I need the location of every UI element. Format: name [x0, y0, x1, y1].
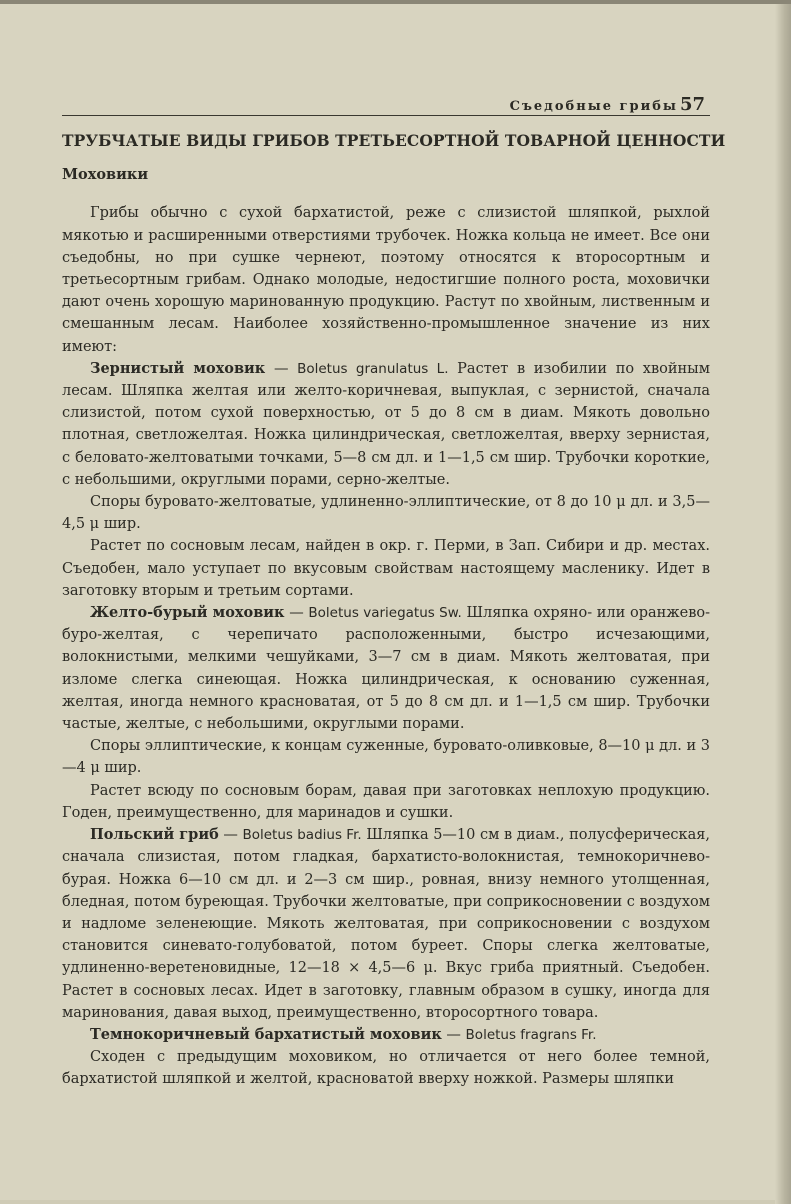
subtitle: Моховики [62, 166, 149, 184]
species-latin: Boletus granulatus L. [297, 360, 449, 377]
species-paragraph: Темнокоричневый бархатистый моховик — Boletus fragrans Fr. [90, 1025, 597, 1043]
habitat-paragraph: Растет всюду по сосновым борам, давая при заготовках неплохую продукцию. Годен, преимущественно, для маринадов и сушки. [62, 782, 710, 821]
species-paragraph: Зернистый моховик — Boletus granulatus L. Растет в изобилии по хвойным лесам. Шляпка желтая или желто-коричневая, выпуклая, с зернистой, сначала слизистой, потом сухой поверхностью, от 5 до 8 см в диам. Мякоть довольно плотная, светложелтая. Ножка цилиндрическая, светложелтая, вверху зернистая, с беловато-желтоватыми точками, 5—8 см дл. и 1—1,5 см шир. Трубочки короткие, с небольшими, округлыми порами, серно-желтые. [62, 359, 710, 488]
species-description: Шляпка 5—10 см в диам., полусферическая, сначала слизистая, потом гладкая, бархатисто-волокнистая, темнокоричнево-бурая. Ножка 6—10 см дл. и 2—3 см шир., ровная, внизу немного утолщенная, бледная, потом буреющая. Трубочки желтоватые, при соприкосновении с воздухом и надломе зеленеющие. Мякоть желтоватая, при соприкосновении с воздухом становится синевато-голубоватой, потом буреет. Споры слегка желтоватые, удлиненно-веретеновидные, 12—18 × 4,5—6 μ. Вкус гриба приятный. Съедобен. Растет в сосновых лесах. Идет в заготовку, главным образом в сушку, иногда для маринования, давая выход, преимущественно, второсортного товара. [62, 827, 711, 1021]
species-description-paragraph: Сходен с предыдущим моховиком, но отличается от него более темной, бархатистой шляпкой и желтой, красноватой вверху ножкой. Размеры шляпки [62, 1049, 710, 1088]
species-paragraph: Польский гриб — Boletus badius Fr. Шляпка 5—10 см в диам., полусферическая, сначала слизистая, потом гладкая, бархатисто-волокнистая, темнокоричнево-бурая. Ножка 6—10 см дл. и 2—3 см шир., ровная, внизу немного утолщенная, бледная, потом буреющая. Трубочки желтоватые, при соприкосновении с воздухом и надломе зеленеющие. Мякоть желтоватая, при соприкосновении с воздухом становится синевато-голубоватой, потом буреет. Споры слегка желтоватые, удлиненно-веретеновидные, 12—18 × 4,5—6 μ. Вкус гриба приятный. Съедобен. Растет в сосновых лесах. Идет в заготовку, главным образом в сушку, иногда для маринования, давая выход, преимущественно, второсортного товара. [62, 826, 711, 1021]
species-name: Желто-бурый моховик [90, 604, 285, 622]
header-rule [62, 115, 710, 116]
species-name: Темнокоричневый бархатистый моховик [90, 1025, 442, 1043]
spores-paragraph: Споры буровато-желтоватые, удлиненно-эллиптические, от 8 до 10 μ дл. и 3,5—4,5 μ шир. [62, 494, 710, 533]
species-latin: Boletus badius Fr. [242, 827, 362, 844]
page-content [62, 130, 726, 1091]
section-title: ТРУБЧАТЫЕ ВИДЫ ГРИБОВ ТРЕТЬЕСОРТНОЙ ТОВАРНОЙ ЦЕННОСТИ [62, 131, 726, 150]
species-description: Растет в изобилии по хвойным лесам. Шляпка желтая или желто-коричневая, выпуклая, с зернистой, сначала слизистой, потом сухой поверхностью, от 5 до 8 см в диам. Мякоть довольно плотная, светложелтая. Ножка цилиндрическая, светложелтая, вверху зернистая, с беловато-желтоватыми точками, 5—8 см дл. и 1—1,5 см шир. Трубочки короткие, с небольшими, округлыми порами, серно-желтые. [62, 360, 710, 488]
habitat-paragraph: Растет по сосновым лесам, найден в окр. г. Перми, в Зап. Сибири и др. местах. Съедобен, мало уступает по вкусовым свойствам настоящему масленику. Идет в заготовку вторым и третьим сортами. [62, 538, 710, 599]
species-description: Шляпка охряно- или оранжево-буро-желтая, с черепичато расположенными, быстро исчезающими, волокнистыми, мелкими чешуйками, 3—7 см в диам. Мякоть желтоватая, при изломе слегка синеющая. Ножка цилиндрическая, к основанию суженная, желтая, иногда немного красноватая, от 5 до 8 см дл. и 1—1,5 см шир. Трубочки частые, желтые, с небольшими, округлыми порами. [62, 605, 711, 733]
spores-paragraph: Споры эллиптические, к концам суженные, буровато-оливковые, 8—10 μ дл. и 3—4 μ шир. [62, 738, 710, 777]
species-name: Зернистый моховик [90, 359, 266, 377]
intro-paragraph: Грибы обычно с сухой бархатистой, реже с слизистой шляпкой, рыхлой мякотью и расширенными отверстиями трубочек. Ножка кольца не имеет. Все они съедобны, но при сушке чернеют, поэтому относятся к второсортным и третьесортным грибам. Однако молодые, недостигшие полного роста, моховички дают очень хорошую маринованную продукцию. Растут по хвойным, лиственным и смешанным лесам. Наиболее хозяйственно-промышленное значение из них имеют: [62, 205, 710, 355]
species-latin: Boletus fragrans Fr. [465, 1026, 597, 1043]
running-head [510, 94, 705, 115]
running-head-label: Съедобные грибы [509, 99, 678, 114]
species-paragraph: Желто-бурый моховик — Boletus variegatus Sw. Шляпка охряно- или оранжево-буро-желтая, с черепичато расположенными, быстро исчезающими, волокнистыми, мелкими чешуйками, 3—7 см в диам. Мякоть желтоватая, при изломе слегка синеющая. Ножка цилиндрическая, к основанию суженная, желтая, иногда немного красноватая, от 5 до 8 см дл. и 1—1,5 см шир. Трубочки частые, желтые, с небольшими, округлыми порами. [62, 604, 711, 733]
page-spine-shadow [775, 4, 791, 1204]
species-latin: Boletus variegatus Sw. [308, 605, 462, 622]
page-number: 57 [679, 94, 705, 115]
species-name: Польский гриб [90, 826, 219, 844]
